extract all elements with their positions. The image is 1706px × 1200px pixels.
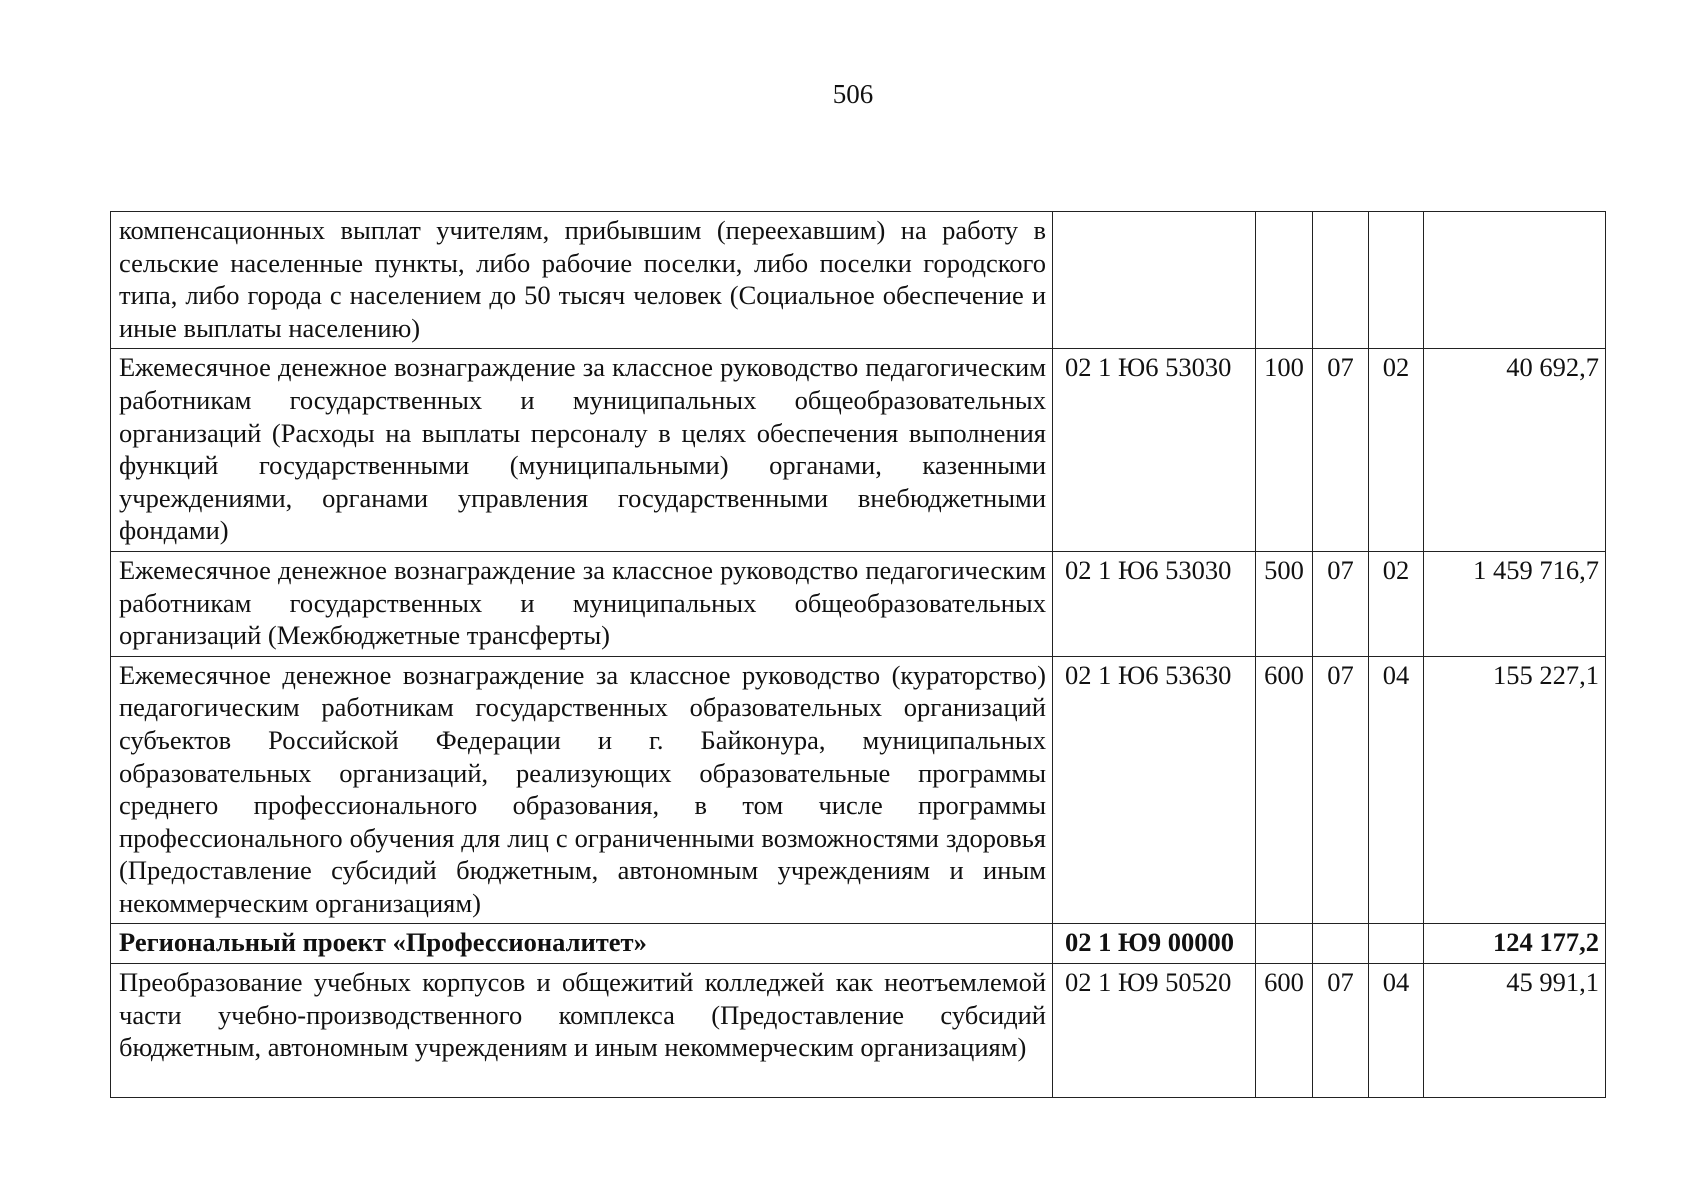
target-article-cell: 02 1 Ю6 53630 bbox=[1053, 656, 1256, 924]
table-row bbox=[111, 656, 1606, 924]
amount-cell: 124 177,2 bbox=[1424, 924, 1606, 964]
subsection-cell bbox=[1369, 924, 1424, 964]
table-row bbox=[111, 924, 1606, 964]
amount-cell: 1 459 716,7 bbox=[1424, 551, 1606, 656]
row-name-cell: Ежемесячное денежное вознаграждение за классное руководство (кураторство) педагогическим работникам государственных образовательных организаций субъектов Российской Федерации и г. Байконура, муниципальных образовательных организаций, реализующих образовательные программы среднего профессионального образования, в том числе программы профессионального обучения для лиц с ограниченными возможностями здоровья (Предоставление субсидий бюджетным, автономным учреждениям и иным некоммерческим организациям) bbox=[111, 656, 1053, 924]
table-row bbox=[111, 551, 1606, 656]
row-name-cell: компенсационных выплат учителям, прибывшим (переехавшим) на работу в сельские населенные пункты, либо рабочие поселки, либо поселки городского типа, либо города с населением до 50 тысяч человек (Социальное обеспечение и иные выплаты населению) bbox=[111, 212, 1053, 349]
expense-type-cell bbox=[1256, 212, 1313, 349]
amount-cell: 45 991,1 bbox=[1424, 964, 1606, 1098]
row-name-cell: Преобразование учебных корпусов и общежитий колледжей как неотъемлемой части учебно-производственного комплекса (Предоставление субсидий бюджетным, автономным учреждениям и иным некоммерческим организациям) bbox=[111, 964, 1053, 1098]
target-article-cell: 02 1 Ю6 53030 bbox=[1053, 551, 1256, 656]
subsection-cell: 04 bbox=[1369, 964, 1424, 1098]
subsection-cell: 02 bbox=[1369, 349, 1424, 552]
section-cell: 07 bbox=[1313, 656, 1369, 924]
subsection-cell: 04 bbox=[1369, 656, 1424, 924]
table-row bbox=[111, 964, 1606, 1098]
table-row bbox=[111, 349, 1606, 552]
expense-type-cell: 600 bbox=[1256, 964, 1313, 1098]
row-name-cell: Региональный проект «Профессионалитет» bbox=[111, 924, 1053, 964]
expense-type-cell: 500 bbox=[1256, 551, 1313, 656]
expense-type-cell: 600 bbox=[1256, 656, 1313, 924]
page-number: 506 bbox=[832, 79, 874, 109]
expense-type-cell: 100 bbox=[1256, 349, 1313, 552]
row-name-cell: Ежемесячное денежное вознаграждение за классное руководство педагогическим работникам государственных и муниципальных общеобразовательных организаций (Межбюджетные трансферты) bbox=[111, 551, 1053, 656]
section-cell: 07 bbox=[1313, 964, 1369, 1098]
subsection-cell: 02 bbox=[1369, 551, 1424, 656]
budget-table bbox=[110, 211, 1606, 1098]
section-cell bbox=[1313, 924, 1369, 964]
target-article-cell: 02 1 Ю9 50520 bbox=[1053, 964, 1256, 1098]
amount-cell: 40 692,7 bbox=[1424, 349, 1606, 552]
row-name-cell: Ежемесячное денежное вознаграждение за классное руководство педагогическим работникам государственных и муниципальных общеобразовательных организаций (Расходы на выплаты персоналу в целях обеспечения выполнения функций государственными (муниципальными) органами, казенными учреждениями, органами управления государственными внебюджетными фондами) bbox=[111, 349, 1053, 552]
section-cell bbox=[1313, 212, 1369, 349]
target-article-cell: 02 1 Ю9 00000 bbox=[1053, 924, 1256, 964]
target-article-cell: 02 1 Ю6 53030 bbox=[1053, 349, 1256, 552]
target-article-cell bbox=[1053, 212, 1256, 349]
section-cell: 07 bbox=[1313, 349, 1369, 552]
amount-cell: 155 227,1 bbox=[1424, 656, 1606, 924]
section-cell: 07 bbox=[1313, 551, 1369, 656]
table-row bbox=[111, 212, 1606, 349]
subsection-cell bbox=[1369, 212, 1424, 349]
expense-type-cell bbox=[1256, 924, 1313, 964]
amount-cell bbox=[1424, 212, 1606, 349]
